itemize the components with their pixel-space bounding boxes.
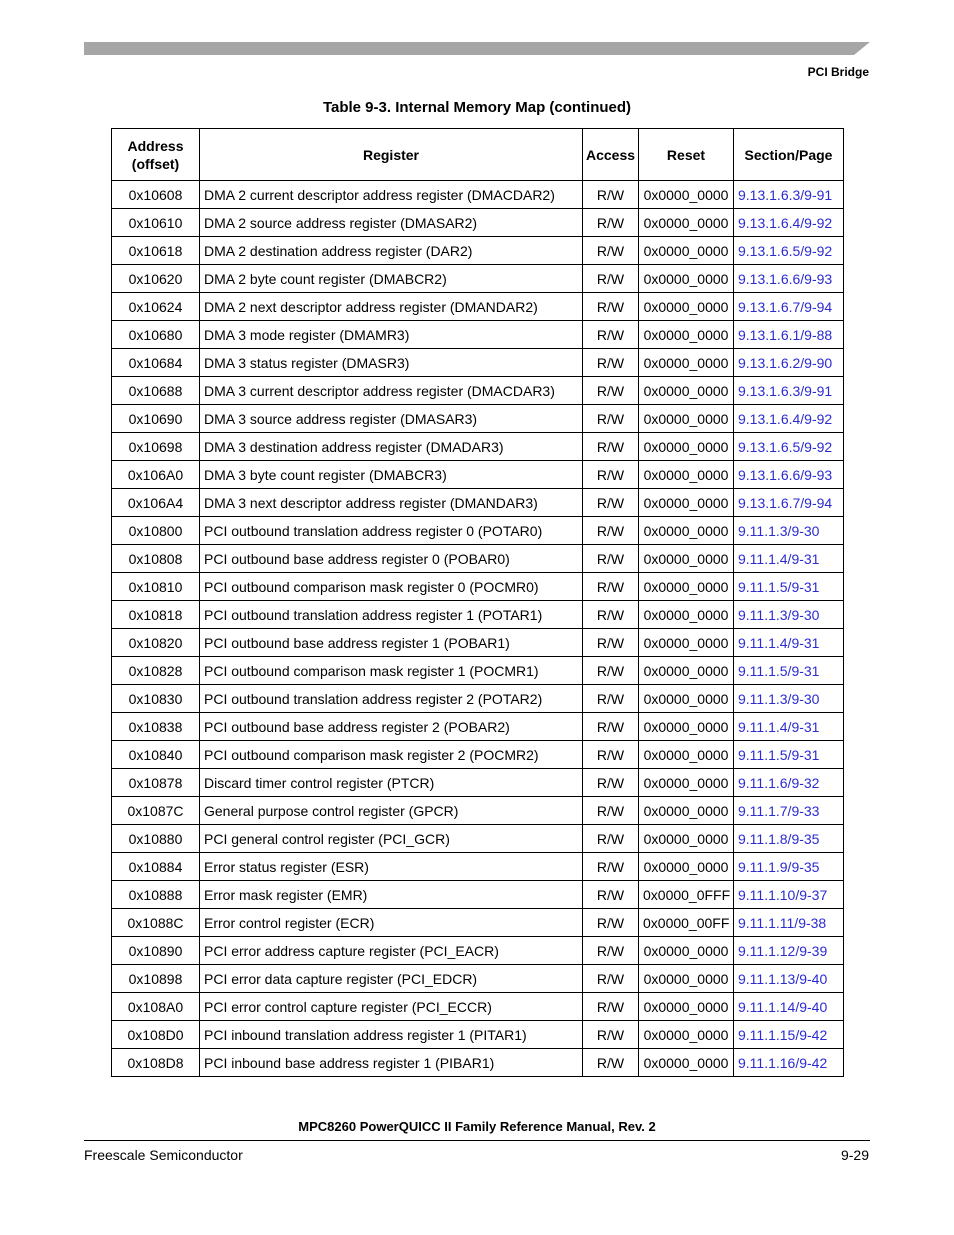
register-cell: DMA 3 status register (DMASR3) [200, 349, 583, 377]
address-cell: 0x10890 [112, 937, 200, 965]
address-cell: 0x10618 [112, 237, 200, 265]
address-cell: 0x10878 [112, 769, 200, 797]
section-page-link[interactable]: 9.13.1.6.4/9-92 [734, 209, 844, 237]
table-row [112, 797, 844, 825]
column-header-address: Address (offset) [112, 129, 200, 181]
register-cell: PCI general control register (PCI_GCR) [200, 825, 583, 853]
table-row [112, 517, 844, 545]
section-page-link[interactable]: 9.13.1.6.5/9-92 [734, 237, 844, 265]
section-page-link[interactable]: 9.11.1.5/9-31 [734, 741, 844, 769]
header-bar [84, 42, 870, 55]
table-row [112, 853, 844, 881]
address-cell: 0x10888 [112, 881, 200, 909]
access-cell: R/W [583, 937, 639, 965]
register-cell: PCI outbound translation address register 2 (POTAR2) [200, 685, 583, 713]
address-cell: 0x10698 [112, 433, 200, 461]
address-cell: 0x10800 [112, 517, 200, 545]
address-cell: 0x1087C [112, 797, 200, 825]
reset-cell: 0x0000_0000 [639, 685, 734, 713]
footer-rule [84, 1140, 870, 1141]
register-cell: DMA 3 source address register (DMASAR3) [200, 405, 583, 433]
reset-cell: 0x0000_0000 [639, 489, 734, 517]
table-row [112, 293, 844, 321]
address-cell: 0x10624 [112, 293, 200, 321]
table-header-row [112, 129, 844, 181]
register-cell: DMA 3 destination address register (DMADAR3) [200, 433, 583, 461]
register-cell: Discard timer control register (PTCR) [200, 769, 583, 797]
register-cell: DMA 2 byte count register (DMABCR2) [200, 265, 583, 293]
address-cell: 0x10898 [112, 965, 200, 993]
access-cell: R/W [583, 797, 639, 825]
column-header-section-page: Section/Page [734, 129, 844, 181]
address-cell: 0x108A0 [112, 993, 200, 1021]
access-cell: R/W [583, 377, 639, 405]
reset-cell: 0x0000_0000 [639, 853, 734, 881]
address-cell: 0x106A4 [112, 489, 200, 517]
access-cell: R/W [583, 489, 639, 517]
table-row [112, 965, 844, 993]
address-cell: 0x10610 [112, 209, 200, 237]
table-row [112, 433, 844, 461]
section-page-link[interactable]: 9.11.1.4/9-31 [734, 713, 844, 741]
register-cell: DMA 2 source address register (DMASAR2) [200, 209, 583, 237]
register-cell: PCI outbound comparison mask register 2 (POCMR2) [200, 741, 583, 769]
section-page-link[interactable]: 9.11.1.7/9-33 [734, 797, 844, 825]
register-cell: DMA 2 current descriptor address register (DMACDAR2) [200, 181, 583, 209]
access-cell: R/W [583, 769, 639, 797]
section-page-link[interactable]: 9.11.1.3/9-30 [734, 517, 844, 545]
table-row [112, 209, 844, 237]
reset-cell: 0x0000_0000 [639, 1021, 734, 1049]
table-row [112, 265, 844, 293]
access-cell: R/W [583, 993, 639, 1021]
section-page-link[interactable]: 9.11.1.8/9-35 [734, 825, 844, 853]
reset-cell: 0x0000_0000 [639, 237, 734, 265]
table-row [112, 321, 844, 349]
section-page-link[interactable]: 9.11.1.12/9-39 [734, 937, 844, 965]
access-cell: R/W [583, 909, 639, 937]
reset-cell: 0x0000_0000 [639, 209, 734, 237]
access-cell: R/W [583, 685, 639, 713]
access-cell: R/W [583, 321, 639, 349]
address-cell: 0x10688 [112, 377, 200, 405]
section-page-link[interactable]: 9.11.1.3/9-30 [734, 601, 844, 629]
reset-cell: 0x0000_0000 [639, 993, 734, 1021]
reset-cell: 0x0000_00FF [639, 909, 734, 937]
table-title: Table 9-3. Internal Memory Map (continued) [322, 99, 632, 116]
section-page-link[interactable]: 9.13.1.6.3/9-91 [734, 377, 844, 405]
access-cell: R/W [583, 657, 639, 685]
footer-manual-title: MPC8260 PowerQUICC II Family Reference Manual, Rev. 2 [298, 1119, 656, 1134]
address-cell: 0x10830 [112, 685, 200, 713]
register-cell: General purpose control register (GPCR) [200, 797, 583, 825]
column-header-access: Access [583, 129, 639, 181]
address-cell: 0x108D8 [112, 1049, 200, 1077]
section-page-link[interactable]: 9.11.1.3/9-30 [734, 685, 844, 713]
table-row [112, 937, 844, 965]
reset-cell: 0x0000_0000 [639, 433, 734, 461]
table-row [112, 377, 844, 405]
section-page-link[interactable]: 9.11.1.4/9-31 [734, 629, 844, 657]
section-page-link[interactable]: 9.11.1.10/9-37 [734, 881, 844, 909]
table-row [112, 993, 844, 1021]
address-cell: 0x106A0 [112, 461, 200, 489]
reset-cell: 0x0000_0000 [639, 181, 734, 209]
reset-cell: 0x0000_0000 [639, 965, 734, 993]
access-cell: R/W [583, 181, 639, 209]
table-row [112, 909, 844, 937]
reset-cell: 0x0000_0000 [639, 825, 734, 853]
address-cell: 0x10680 [112, 321, 200, 349]
address-cell: 0x10884 [112, 853, 200, 881]
access-cell: R/W [583, 1021, 639, 1049]
register-cell: Error mask register (EMR) [200, 881, 583, 909]
table-row [112, 1049, 844, 1077]
address-cell: 0x10608 [112, 181, 200, 209]
address-cell: 0x10838 [112, 713, 200, 741]
section-page-link[interactable]: 9.11.1.9/9-35 [734, 853, 844, 881]
register-cell: DMA 3 mode register (DMAMR3) [200, 321, 583, 349]
register-cell: DMA 3 next descriptor address register (DMANDAR3) [200, 489, 583, 517]
section-page-link[interactable]: 9.11.1.4/9-31 [734, 545, 844, 573]
reset-cell: 0x0000_0000 [639, 573, 734, 601]
register-cell: PCI error address capture register (PCI_EACR) [200, 937, 583, 965]
access-cell: R/W [583, 825, 639, 853]
table-body [112, 181, 844, 1077]
reset-cell: 0x0000_0000 [639, 321, 734, 349]
reset-cell: 0x0000_0000 [639, 713, 734, 741]
address-cell: 0x10620 [112, 265, 200, 293]
register-cell: DMA 3 byte count register (DMABCR3) [200, 461, 583, 489]
table-row [112, 181, 844, 209]
register-cell: PCI error control capture register (PCI_ECCR) [200, 993, 583, 1021]
footer-page-number: 9-29 [840, 1147, 869, 1163]
reset-cell: 0x0000_0000 [639, 265, 734, 293]
register-cell: PCI inbound translation address register 1 (PITAR1) [200, 1021, 583, 1049]
register-cell: Error status register (ESR) [200, 853, 583, 881]
table-row [112, 489, 844, 517]
access-cell: R/W [583, 265, 639, 293]
address-cell: 0x108D0 [112, 1021, 200, 1049]
table-row [112, 237, 844, 265]
section-page-link[interactable]: 9.11.1.13/9-40 [734, 965, 844, 993]
section-page-link[interactable]: 9.13.1.6.6/9-93 [734, 461, 844, 489]
reset-cell: 0x0000_0000 [639, 349, 734, 377]
register-cell: PCI inbound base address register 1 (PIBAR1) [200, 1049, 583, 1077]
table-row [112, 657, 844, 685]
section-page-link[interactable]: 9.11.1.14/9-40 [734, 993, 844, 1021]
access-cell: R/W [583, 293, 639, 321]
address-cell: 0x10808 [112, 545, 200, 573]
address-cell: 0x10820 [112, 629, 200, 657]
section-page-link[interactable]: 9.11.1.16/9-42 [734, 1049, 844, 1077]
table-row [112, 545, 844, 573]
section-page-link[interactable]: 9.13.1.6.7/9-94 [734, 489, 844, 517]
access-cell: R/W [583, 209, 639, 237]
access-cell: R/W [583, 573, 639, 601]
register-cell: PCI outbound translation address register 0 (POTAR0) [200, 517, 583, 545]
section-page-link[interactable]: 9.13.1.6.6/9-93 [734, 265, 844, 293]
table-row [112, 573, 844, 601]
access-cell: R/W [583, 881, 639, 909]
table-row [112, 629, 844, 657]
section-page-link[interactable]: 9.13.1.6.3/9-91 [734, 181, 844, 209]
register-cell: PCI outbound base address register 0 (POBAR0) [200, 545, 583, 573]
reset-cell: 0x0000_0000 [639, 629, 734, 657]
address-cell: 0x10840 [112, 741, 200, 769]
reset-cell: 0x0000_0000 [639, 937, 734, 965]
access-cell: R/W [583, 601, 639, 629]
register-cell: DMA 2 next descriptor address register (DMANDAR2) [200, 293, 583, 321]
access-cell: R/W [583, 461, 639, 489]
reset-cell: 0x0000_0000 [639, 657, 734, 685]
register-cell: PCI outbound comparison mask register 0 (POCMR0) [200, 573, 583, 601]
address-cell: 0x10880 [112, 825, 200, 853]
register-cell: PCI outbound translation address register 1 (POTAR1) [200, 601, 583, 629]
table-row [112, 825, 844, 853]
reset-cell: 0x0000_0000 [639, 797, 734, 825]
access-cell: R/W [583, 433, 639, 461]
reset-cell: 0x0000_0000 [639, 461, 734, 489]
register-cell: DMA 2 destination address register (DAR2) [200, 237, 583, 265]
section-page-link[interactable]: 9.11.1.11/9-38 [734, 909, 844, 937]
reset-cell: 0x0000_0000 [639, 1049, 734, 1077]
access-cell: R/W [583, 349, 639, 377]
access-cell: R/W [583, 965, 639, 993]
reset-cell: 0x0000_0000 [639, 741, 734, 769]
address-cell: 0x10810 [112, 573, 200, 601]
address-cell: 0x10818 [112, 601, 200, 629]
section-page-link[interactable]: 9.13.1.6.5/9-92 [734, 433, 844, 461]
register-cell: PCI outbound base address register 1 (POBAR1) [200, 629, 583, 657]
register-cell: PCI error data capture register (PCI_EDCR) [200, 965, 583, 993]
table-row [112, 685, 844, 713]
table-row [112, 1021, 844, 1049]
memory-map-table [111, 128, 844, 1077]
register-cell: PCI outbound comparison mask register 1 (POCMR1) [200, 657, 583, 685]
section-page-link[interactable]: 9.11.1.15/9-42 [734, 1021, 844, 1049]
access-cell: R/W [583, 629, 639, 657]
address-cell: 0x10828 [112, 657, 200, 685]
running-header-section: PCI Bridge [807, 65, 869, 79]
section-page-link[interactable]: 9.11.1.6/9-32 [734, 769, 844, 797]
table-row [112, 405, 844, 433]
footer-company: Freescale Semiconductor [84, 1147, 243, 1163]
table-row [112, 769, 844, 797]
address-cell: 0x1088C [112, 909, 200, 937]
access-cell: R/W [583, 853, 639, 881]
section-page-link[interactable]: 9.13.1.6.4/9-92 [734, 405, 844, 433]
address-cell: 0x10684 [112, 349, 200, 377]
column-header-register: Register [200, 129, 583, 181]
register-cell: Error control register (ECR) [200, 909, 583, 937]
access-cell: R/W [583, 741, 639, 769]
reset-cell: 0x0000_0FFF [639, 881, 734, 909]
section-page-link[interactable]: 9.13.1.6.2/9-90 [734, 349, 844, 377]
reset-cell: 0x0000_0000 [639, 377, 734, 405]
column-header-reset: Reset [639, 129, 734, 181]
reset-cell: 0x0000_0000 [639, 769, 734, 797]
table-row [112, 713, 844, 741]
section-page-link[interactable]: 9.11.1.5/9-31 [734, 573, 844, 601]
access-cell: R/W [583, 1049, 639, 1077]
reset-cell: 0x0000_0000 [639, 405, 734, 433]
access-cell: R/W [583, 517, 639, 545]
access-cell: R/W [583, 713, 639, 741]
section-page-link[interactable]: 9.13.1.6.7/9-94 [734, 293, 844, 321]
address-cell: 0x10690 [112, 405, 200, 433]
register-cell: PCI outbound base address register 2 (POBAR2) [200, 713, 583, 741]
access-cell: R/W [583, 405, 639, 433]
table-row [112, 461, 844, 489]
reset-cell: 0x0000_0000 [639, 293, 734, 321]
register-cell: DMA 3 current descriptor address register (DMACDAR3) [200, 377, 583, 405]
access-cell: R/W [583, 545, 639, 573]
reset-cell: 0x0000_0000 [639, 517, 734, 545]
table-row [112, 601, 844, 629]
reset-cell: 0x0000_0000 [639, 601, 734, 629]
section-page-link[interactable]: 9.13.1.6.1/9-88 [734, 321, 844, 349]
reset-cell: 0x0000_0000 [639, 545, 734, 573]
table-row [112, 349, 844, 377]
table-row [112, 881, 844, 909]
table-row [112, 741, 844, 769]
access-cell: R/W [583, 237, 639, 265]
section-page-link[interactable]: 9.11.1.5/9-31 [734, 657, 844, 685]
